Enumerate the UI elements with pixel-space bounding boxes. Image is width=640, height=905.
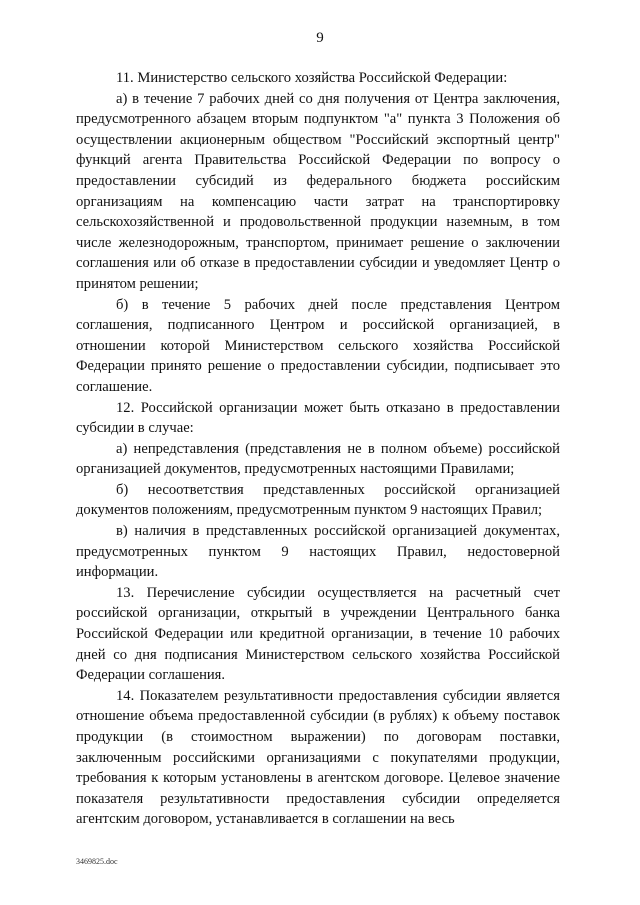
paragraph-11: 11. Министерство сельского хозяйства Российской Федерации:	[116, 70, 508, 86]
paragraph-12-v: в) наличия в представленных российской организацией документах, предусмотренных пунктом 9 настоящих Правил, недостоверной информации.	[76, 523, 560, 581]
paragraph-11-a: а) в течение 7 рабочих дней со дня получения от Центра заключения, предусмотренного абзацем вторым подпунктом "а" пункта 3 Положения об осуществлении акционерным обществом "Российский экспортный центр" функций агента Правительства Российской Федерации по вопросу о предоставлении субсидий из федерального бюджета российским организациям на компенсацию части затрат на транспортировку сельскохозяйственной и продовольственной продукции наземным, в том числе железнодорожным, транспортом, принимает решение о заключении соглашения или об отказе в предоставлении субсидии и уведомляет Центр о принятом решении;	[76, 90, 560, 292]
paragraph-13: 13. Перечисление субсидии осуществляется на расчетный счет российской организации, открытый в учреждении Центрального банка Российской Федерации или кредитной организации, в течение 10 рабочих дней со дня подписания Министерством сельского хозяйства Российской Федерации соглашения.	[76, 584, 560, 684]
document-body	[76, 68, 560, 830]
paragraph-14: 14. Показателем результативности предоставления субсидии является отношение объема предоставленной субсидии (в рублях) к объему поставок продукции (в стоимостном выражении) по договорам поставки, заключенным российскими организациями с покупателями продукции, требования к которым установлены в агентском договоре. Целевое значение показателя результативности предоставления субсидии определяется агентским договором, устанавливается в соглашении на весь	[76, 687, 560, 828]
paragraph-11-b: б) в течение 5 рабочих дней после представления Центром соглашения, подписанного Центром и российской организацией, в отношении которой Министерством сельского хозяйства Российской Федерации принято решение о предоставлении субсидии, подписывает это соглашение.	[76, 296, 560, 395]
paragraph-12: 12. Российской организации может быть отказано в предоставлении субсидии в случае:	[76, 399, 560, 437]
page-number: 9	[316, 30, 324, 46]
document-filename: 3469825.doc	[76, 857, 118, 866]
paragraph-12-b: б) несоответствия представленных российской организацией документов положениям, предусмотренным пунктом 9 настоящих Правил;	[76, 481, 560, 519]
paragraph-12-a: а) непредставления (представления не в полном объеме) российской организацией документов, предусмотренных настоящими Правилами;	[76, 440, 560, 478]
